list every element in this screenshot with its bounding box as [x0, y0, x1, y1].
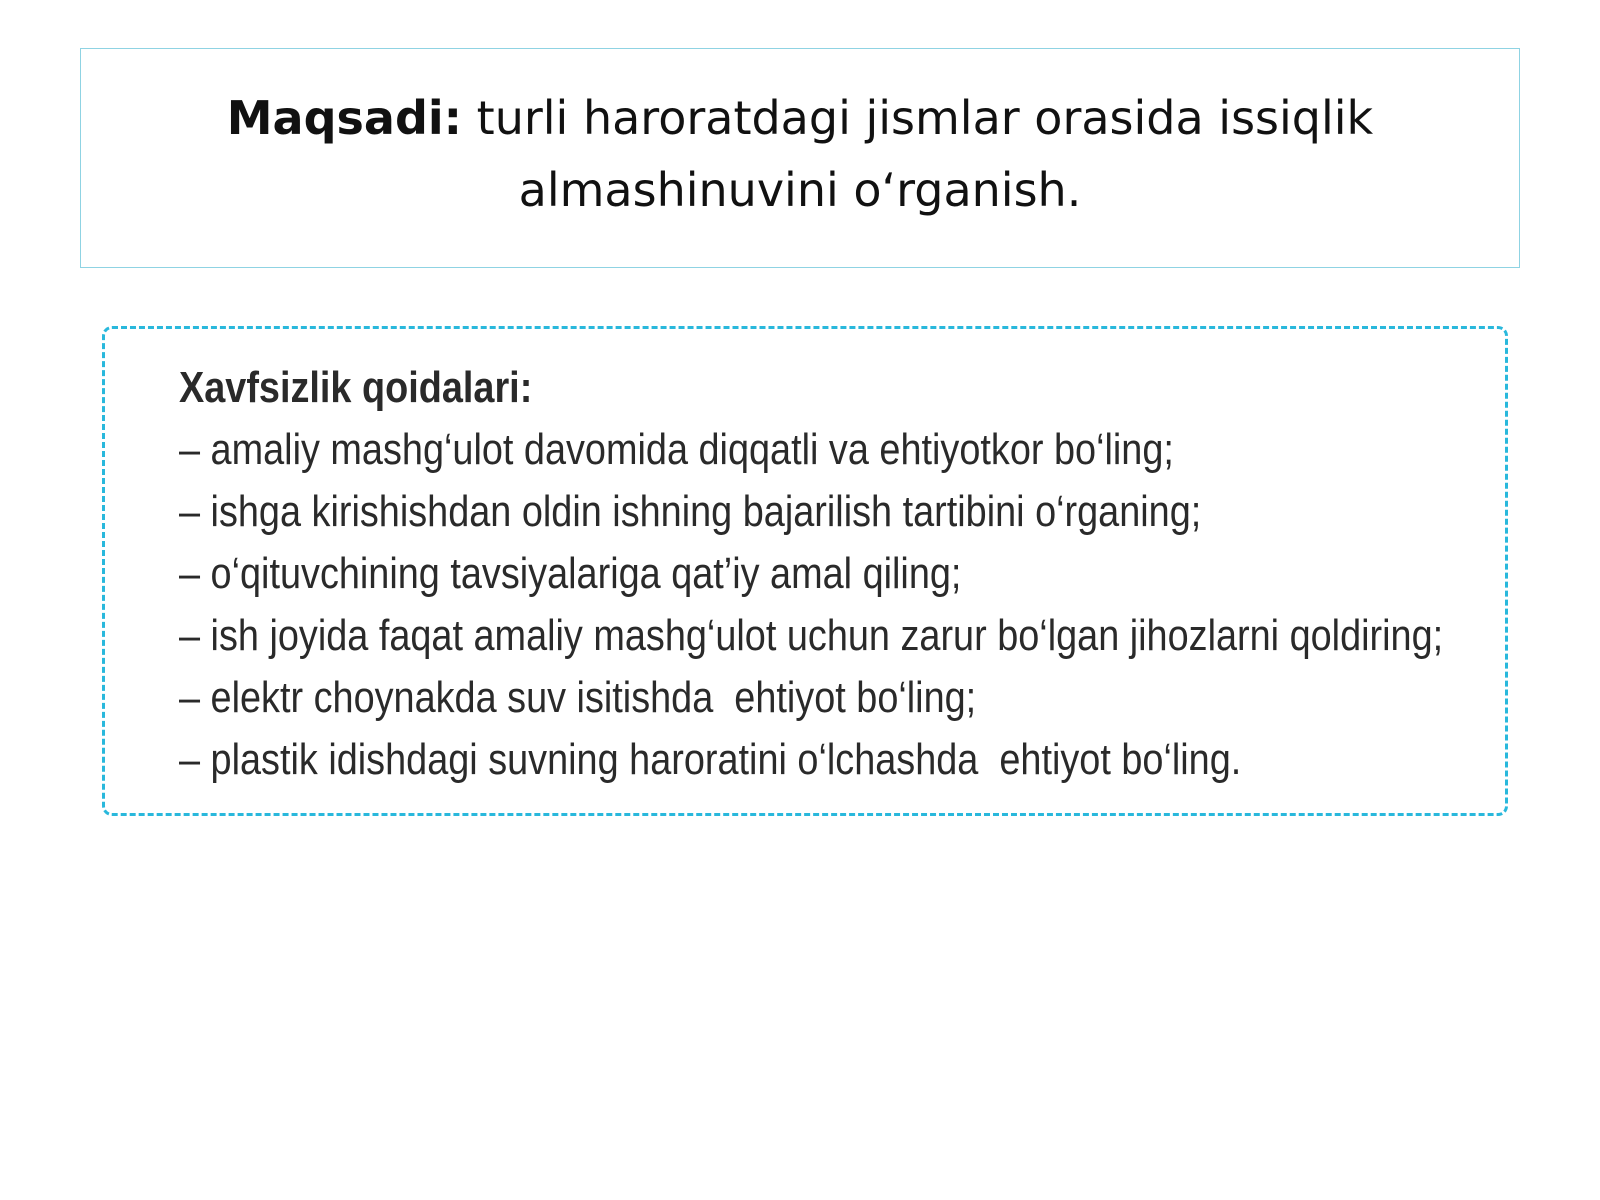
goal-text: turli haroratdagi jismlar orasida issiqlik almashinuvini o‘rganish.	[462, 91, 1374, 217]
safety-rules-title: Xavfsizlik qoidalari:	[179, 363, 533, 412]
safety-rule-item: – plastik idishdagi suvning haroratini o‘lchashda ehtiyot bo‘ling.	[179, 735, 1242, 784]
safety-rules-content	[179, 357, 1444, 791]
safety-rule-item: – amaliy mashg‘ulot davomida diqqatli va ehtiyotkor bo‘ling;	[179, 425, 1174, 474]
safety-rules-box	[102, 326, 1508, 816]
safety-rule-item: – o‘qituvchining tavsiyalariga qat’iy amal qiling;	[179, 549, 962, 598]
safety-rule-item: – ish joyida faqat amaliy mashg‘ulot uchun zarur bo‘lgan jihozlarni qoldiring;	[179, 611, 1444, 660]
goal-statement	[170, 82, 1430, 226]
safety-rules-list	[179, 419, 1444, 791]
safety-rule-item: – elektr choynakda suv isitishda ehtiyot bo‘ling;	[179, 673, 977, 722]
safety-rule-item: – ishga kirishishdan oldin ishning bajarilish tartibini o‘rganing;	[179, 487, 1202, 536]
goal-box	[80, 48, 1520, 268]
goal-label: Maqsadi:	[226, 91, 463, 145]
